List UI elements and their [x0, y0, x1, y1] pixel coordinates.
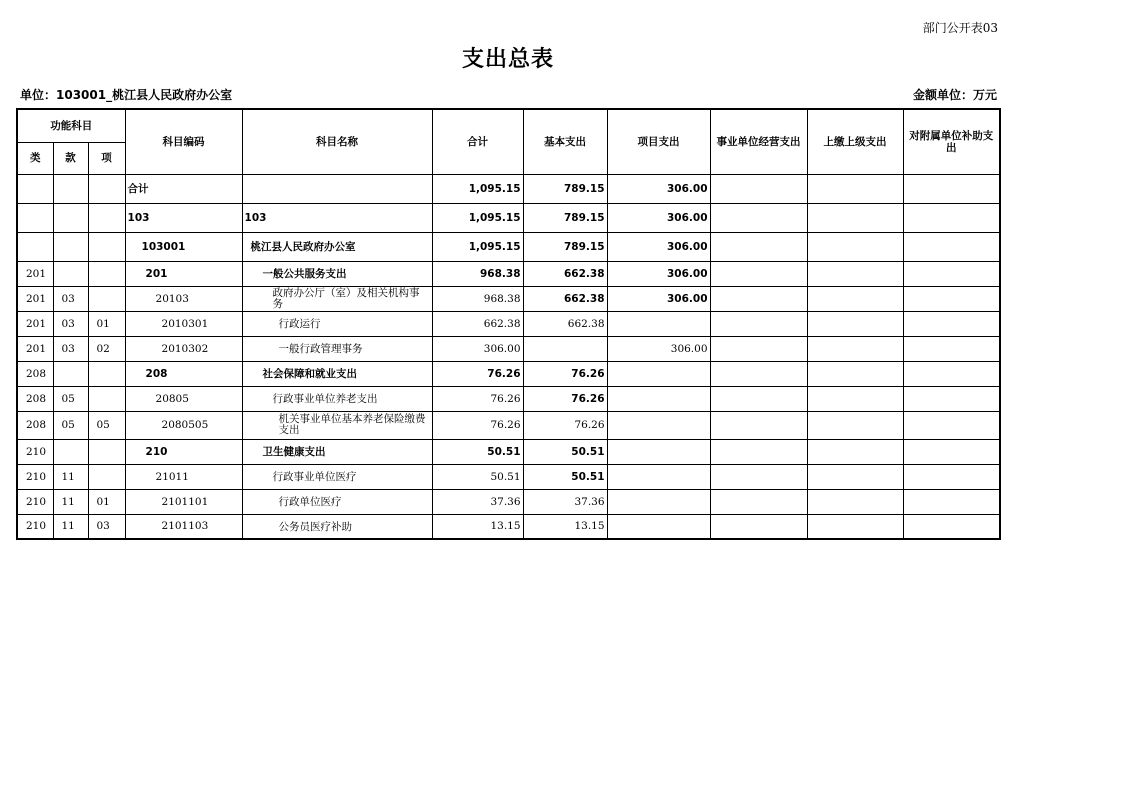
cell-business [710, 232, 807, 261]
cell-upper [807, 203, 903, 232]
cell-code: 2010302 [125, 336, 242, 361]
cell-xiang [88, 286, 125, 311]
header-upper: 上缴上级支出 [807, 109, 903, 174]
cell-kuan [53, 232, 88, 261]
cell-kuan: 05 [53, 411, 88, 439]
cell-basic: 37.36 [523, 489, 607, 514]
cell-project: 306.00 [607, 203, 710, 232]
header-project: 项目支出 [607, 109, 710, 174]
cell-lei: 208 [17, 411, 53, 439]
cell-xiang [88, 439, 125, 464]
cell-upper [807, 439, 903, 464]
cell-business [710, 311, 807, 336]
cell-code: 103001 [125, 232, 242, 261]
cell-upper [807, 464, 903, 489]
cell-name: 桃江县人民政府办公室 [242, 232, 432, 261]
cell-name: 行政事业单位医疗 [242, 464, 432, 489]
cell-name: 社会保障和就业支出 [242, 361, 432, 386]
cell-total: 968.38 [432, 261, 523, 286]
cell-upper [807, 261, 903, 286]
cell-project: 306.00 [607, 232, 710, 261]
cell-basic: 76.26 [523, 361, 607, 386]
cell-business [710, 361, 807, 386]
cell-name: 公务员医疗补助 [242, 514, 432, 539]
cell-lei [17, 203, 53, 232]
cell-name: 行政运行 [242, 311, 432, 336]
cell-total: 76.26 [432, 386, 523, 411]
cell-upper [807, 311, 903, 336]
table-row [17, 411, 1000, 439]
cell-lei: 201 [17, 336, 53, 361]
table-row [17, 489, 1000, 514]
cell-code: 20805 [125, 386, 242, 411]
cell-lei: 208 [17, 386, 53, 411]
cell-lei: 208 [17, 361, 53, 386]
cell-business [710, 489, 807, 514]
cell-business [710, 439, 807, 464]
cell-code: 20103 [125, 286, 242, 311]
cell-name: 行政事业单位养老支出 [242, 386, 432, 411]
cell-basic: 76.26 [523, 386, 607, 411]
cell-upper [807, 174, 903, 203]
cell-xiang: 01 [88, 311, 125, 336]
table-row [17, 286, 1000, 311]
cell-project [607, 311, 710, 336]
cell-basic [523, 336, 607, 361]
cell-name: 机关事业单位基本养老保险缴费支出 [242, 411, 432, 439]
cell-lei: 210 [17, 489, 53, 514]
cell-code: 2101101 [125, 489, 242, 514]
cell-project: 306.00 [607, 286, 710, 311]
cell-upper [807, 336, 903, 361]
table-row [17, 514, 1000, 539]
cell-subsidy [903, 386, 1000, 411]
cell-xiang [88, 203, 125, 232]
cell-basic: 662.38 [523, 261, 607, 286]
cell-project [607, 361, 710, 386]
cell-kuan [53, 361, 88, 386]
cell-lei: 201 [17, 311, 53, 336]
cell-kuan [53, 261, 88, 286]
cell-business [710, 261, 807, 286]
cell-total: 13.15 [432, 514, 523, 539]
table-row [17, 261, 1000, 286]
cell-upper [807, 514, 903, 539]
header-subsidy: 对附属单位补助支出 [903, 109, 1000, 174]
form-number: 部门公开表03 [922, 21, 998, 35]
cell-basic: 50.51 [523, 464, 607, 489]
table-row [17, 203, 1000, 232]
cell-code: 2101103 [125, 514, 242, 539]
cell-code: 合计 [125, 174, 242, 203]
header-kuan: 款 [53, 142, 88, 174]
cell-code: 21011 [125, 464, 242, 489]
cell-name: 行政单位医疗 [242, 489, 432, 514]
cell-project: 306.00 [607, 261, 710, 286]
table-row [17, 361, 1000, 386]
cell-project: 306.00 [607, 174, 710, 203]
cell-kuan: 05 [53, 386, 88, 411]
cell-xiang [88, 361, 125, 386]
cell-subsidy [903, 336, 1000, 361]
cell-project [607, 411, 710, 439]
cell-xiang [88, 386, 125, 411]
cell-total: 662.38 [432, 311, 523, 336]
cell-name: 103 [242, 203, 432, 232]
cell-upper [807, 361, 903, 386]
cell-business [710, 286, 807, 311]
header-business: 事业单位经营支出 [710, 109, 807, 174]
cell-subsidy [903, 439, 1000, 464]
cell-xiang: 05 [88, 411, 125, 439]
cell-kuan: 03 [53, 286, 88, 311]
cell-basic: 789.15 [523, 203, 607, 232]
cell-basic: 789.15 [523, 232, 607, 261]
cell-total: 306.00 [432, 336, 523, 361]
cell-project [607, 386, 710, 411]
cell-total: 50.51 [432, 439, 523, 464]
cell-name: 一般行政管理事务 [242, 336, 432, 361]
cell-lei [17, 174, 53, 203]
cell-xiang: 02 [88, 336, 125, 361]
cell-lei [17, 232, 53, 261]
cell-subsidy [903, 514, 1000, 539]
table-row [17, 439, 1000, 464]
cell-subsidy [903, 261, 1000, 286]
cell-code: 2080505 [125, 411, 242, 439]
cell-kuan: 11 [53, 464, 88, 489]
cell-total: 76.26 [432, 361, 523, 386]
cell-code: 103 [125, 203, 242, 232]
cell-kuan: 11 [53, 514, 88, 539]
cell-upper [807, 232, 903, 261]
cell-total: 50.51 [432, 464, 523, 489]
page-title: 支出总表 [461, 47, 554, 72]
cell-xiang: 01 [88, 489, 125, 514]
cell-lei: 201 [17, 261, 53, 286]
cell-basic: 50.51 [523, 439, 607, 464]
cell-upper [807, 489, 903, 514]
cell-project [607, 439, 710, 464]
cell-upper [807, 386, 903, 411]
cell-business [710, 464, 807, 489]
cell-subsidy [903, 232, 1000, 261]
cell-lei: 210 [17, 464, 53, 489]
cell-code: 210 [125, 439, 242, 464]
cell-project: 306.00 [607, 336, 710, 361]
unit-label: 单位：103001_桃江县人民政府办公室 [20, 88, 233, 102]
cell-total: 37.36 [432, 489, 523, 514]
cell-xiang: 03 [88, 514, 125, 539]
cell-basic: 76.26 [523, 411, 607, 439]
cell-upper [807, 286, 903, 311]
cell-business [710, 336, 807, 361]
cell-project [607, 514, 710, 539]
amount-unit-label: 金额单位：万元 [912, 88, 997, 102]
cell-code: 201 [125, 261, 242, 286]
cell-lei: 210 [17, 514, 53, 539]
cell-name: 卫生健康支出 [242, 439, 432, 464]
cell-subsidy [903, 411, 1000, 439]
table-row [17, 336, 1000, 361]
cell-total: 1,095.15 [432, 232, 523, 261]
cell-kuan [53, 203, 88, 232]
cell-subsidy [903, 174, 1000, 203]
header-basic: 基本支出 [523, 109, 607, 174]
cell-basic: 662.38 [523, 286, 607, 311]
header-subject-name: 科目名称 [242, 109, 432, 174]
cell-total: 1,095.15 [432, 174, 523, 203]
table-row [17, 232, 1000, 261]
cell-basic: 13.15 [523, 514, 607, 539]
header-function-subject: 功能科目 [17, 109, 125, 142]
cell-subsidy [903, 489, 1000, 514]
cell-lei: 210 [17, 439, 53, 464]
header-lei: 类 [17, 142, 53, 174]
cell-subsidy [903, 286, 1000, 311]
cell-basic: 662.38 [523, 311, 607, 336]
cell-name [242, 174, 432, 203]
header-xiang: 项 [88, 142, 125, 174]
table-row [17, 464, 1000, 489]
cell-subsidy [903, 464, 1000, 489]
table-row [17, 311, 1000, 336]
cell-subsidy [903, 361, 1000, 386]
table-row [17, 174, 1000, 203]
cell-subsidy [903, 311, 1000, 336]
cell-xiang [88, 232, 125, 261]
cell-kuan [53, 174, 88, 203]
cell-kuan: 03 [53, 336, 88, 361]
header-total: 合计 [432, 109, 523, 174]
cell-xiang [88, 261, 125, 286]
header-subject-code: 科目编码 [125, 109, 242, 174]
table-body [17, 174, 1000, 539]
cell-total: 968.38 [432, 286, 523, 311]
cell-code: 2010301 [125, 311, 242, 336]
cell-basic: 789.15 [523, 174, 607, 203]
cell-xiang [88, 464, 125, 489]
cell-kuan [53, 439, 88, 464]
cell-upper [807, 411, 903, 439]
cell-business [710, 174, 807, 203]
cell-project [607, 464, 710, 489]
cell-business [710, 411, 807, 439]
table-row [17, 386, 1000, 411]
cell-project [607, 489, 710, 514]
cell-subsidy [903, 203, 1000, 232]
cell-kuan: 03 [53, 311, 88, 336]
cell-business [710, 386, 807, 411]
cell-kuan: 11 [53, 489, 88, 514]
cell-total: 76.26 [432, 411, 523, 439]
cell-code: 208 [125, 361, 242, 386]
cell-name: 政府办公厅（室）及相关机构事务 [242, 286, 432, 311]
cell-xiang [88, 174, 125, 203]
cell-total: 1,095.15 [432, 203, 523, 232]
cell-lei: 201 [17, 286, 53, 311]
expenditure-table [16, 108, 1001, 540]
cell-business [710, 514, 807, 539]
cell-name: 一般公共服务支出 [242, 261, 432, 286]
cell-business [710, 203, 807, 232]
